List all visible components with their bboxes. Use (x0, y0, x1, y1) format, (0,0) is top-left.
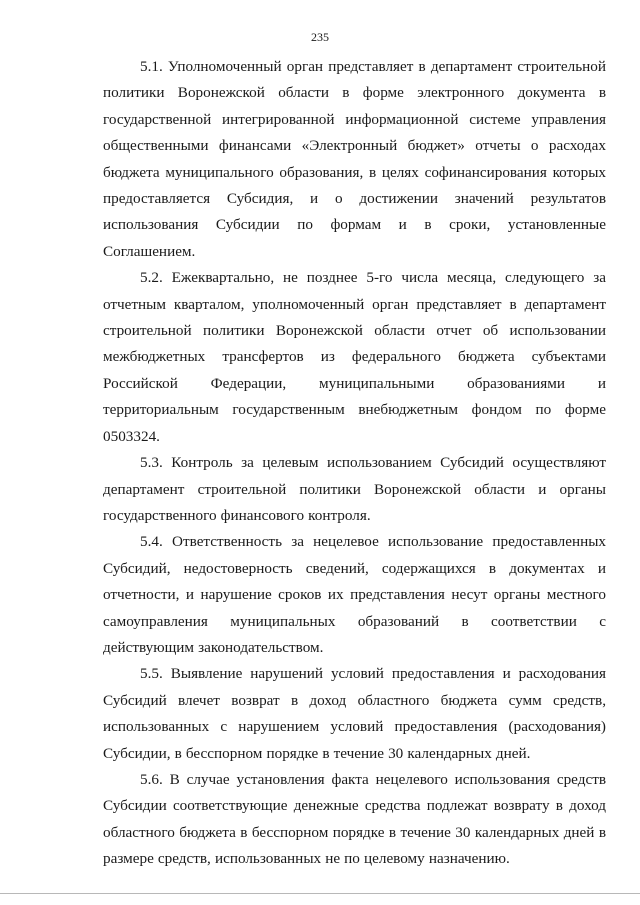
page-bottom-edge (0, 893, 640, 894)
paragraph-5-2: 5.2. Ежеквартально, не позднее 5-го числа месяца, следующего за отчетным кварталом, уполномоченный орган представляет в департамент строительной политики Воронежской области отчет об использовании межбюджетных трансфертов из федерального бюджета субъектами Российской Федерации, муниципальными образованиями и территориальным государственным внебюджетным фондом по форме 0503324. (103, 269, 606, 445)
paragraph-5-3: 5.3. Контроль за целевым использованием Субсидий осуществляют департамент строительной политики Воронежской области и органы государственного финансового контроля. (103, 454, 606, 524)
page-number: 235 (311, 30, 329, 44)
paragraph-5-5: 5.5. Выявление нарушений условий предоставления и расходования Субсидий влечет возврат в доход областного бюджета сумм средств, использованных с нарушением условий предоставления (расходования) Субсидии, в бесспорном порядке в течение 30 календарных дней. (103, 665, 606, 762)
paragraph-5-6: 5.6. В случае установления факта нецелевого использования средств Субсидии соответствующие денежные средства подлежат возврату в доход областного бюджета в бесспорном порядке в течение 30 календарных дней в размере средств, использованных не по целевому назначению. (103, 770, 606, 868)
document-body (103, 54, 606, 873)
paragraph-5-1: 5.1. Уполномоченный орган представляет в департамент строительной политики Воронежской области в форме электронного документа в государственной интегрированной информационной системе управления общественными финансами «Электронный бюджет» отчеты о расходах бюджета муниципального образования, в целях софинансирования которых предоставляется Субсидия, и о достижении значений результатов использования Субсидии по формам и в сроки, установленные Соглашением. (103, 58, 606, 260)
paragraph-5-4: 5.4. Ответственность за нецелевое использование предоставленных Субсидий, недостоверность сведений, содержащихся в документах и отчетности, и нарушение сроков их представления несут органы местного самоуправления муниципальных образований в соответствии с действующим законодательством. (103, 533, 606, 656)
